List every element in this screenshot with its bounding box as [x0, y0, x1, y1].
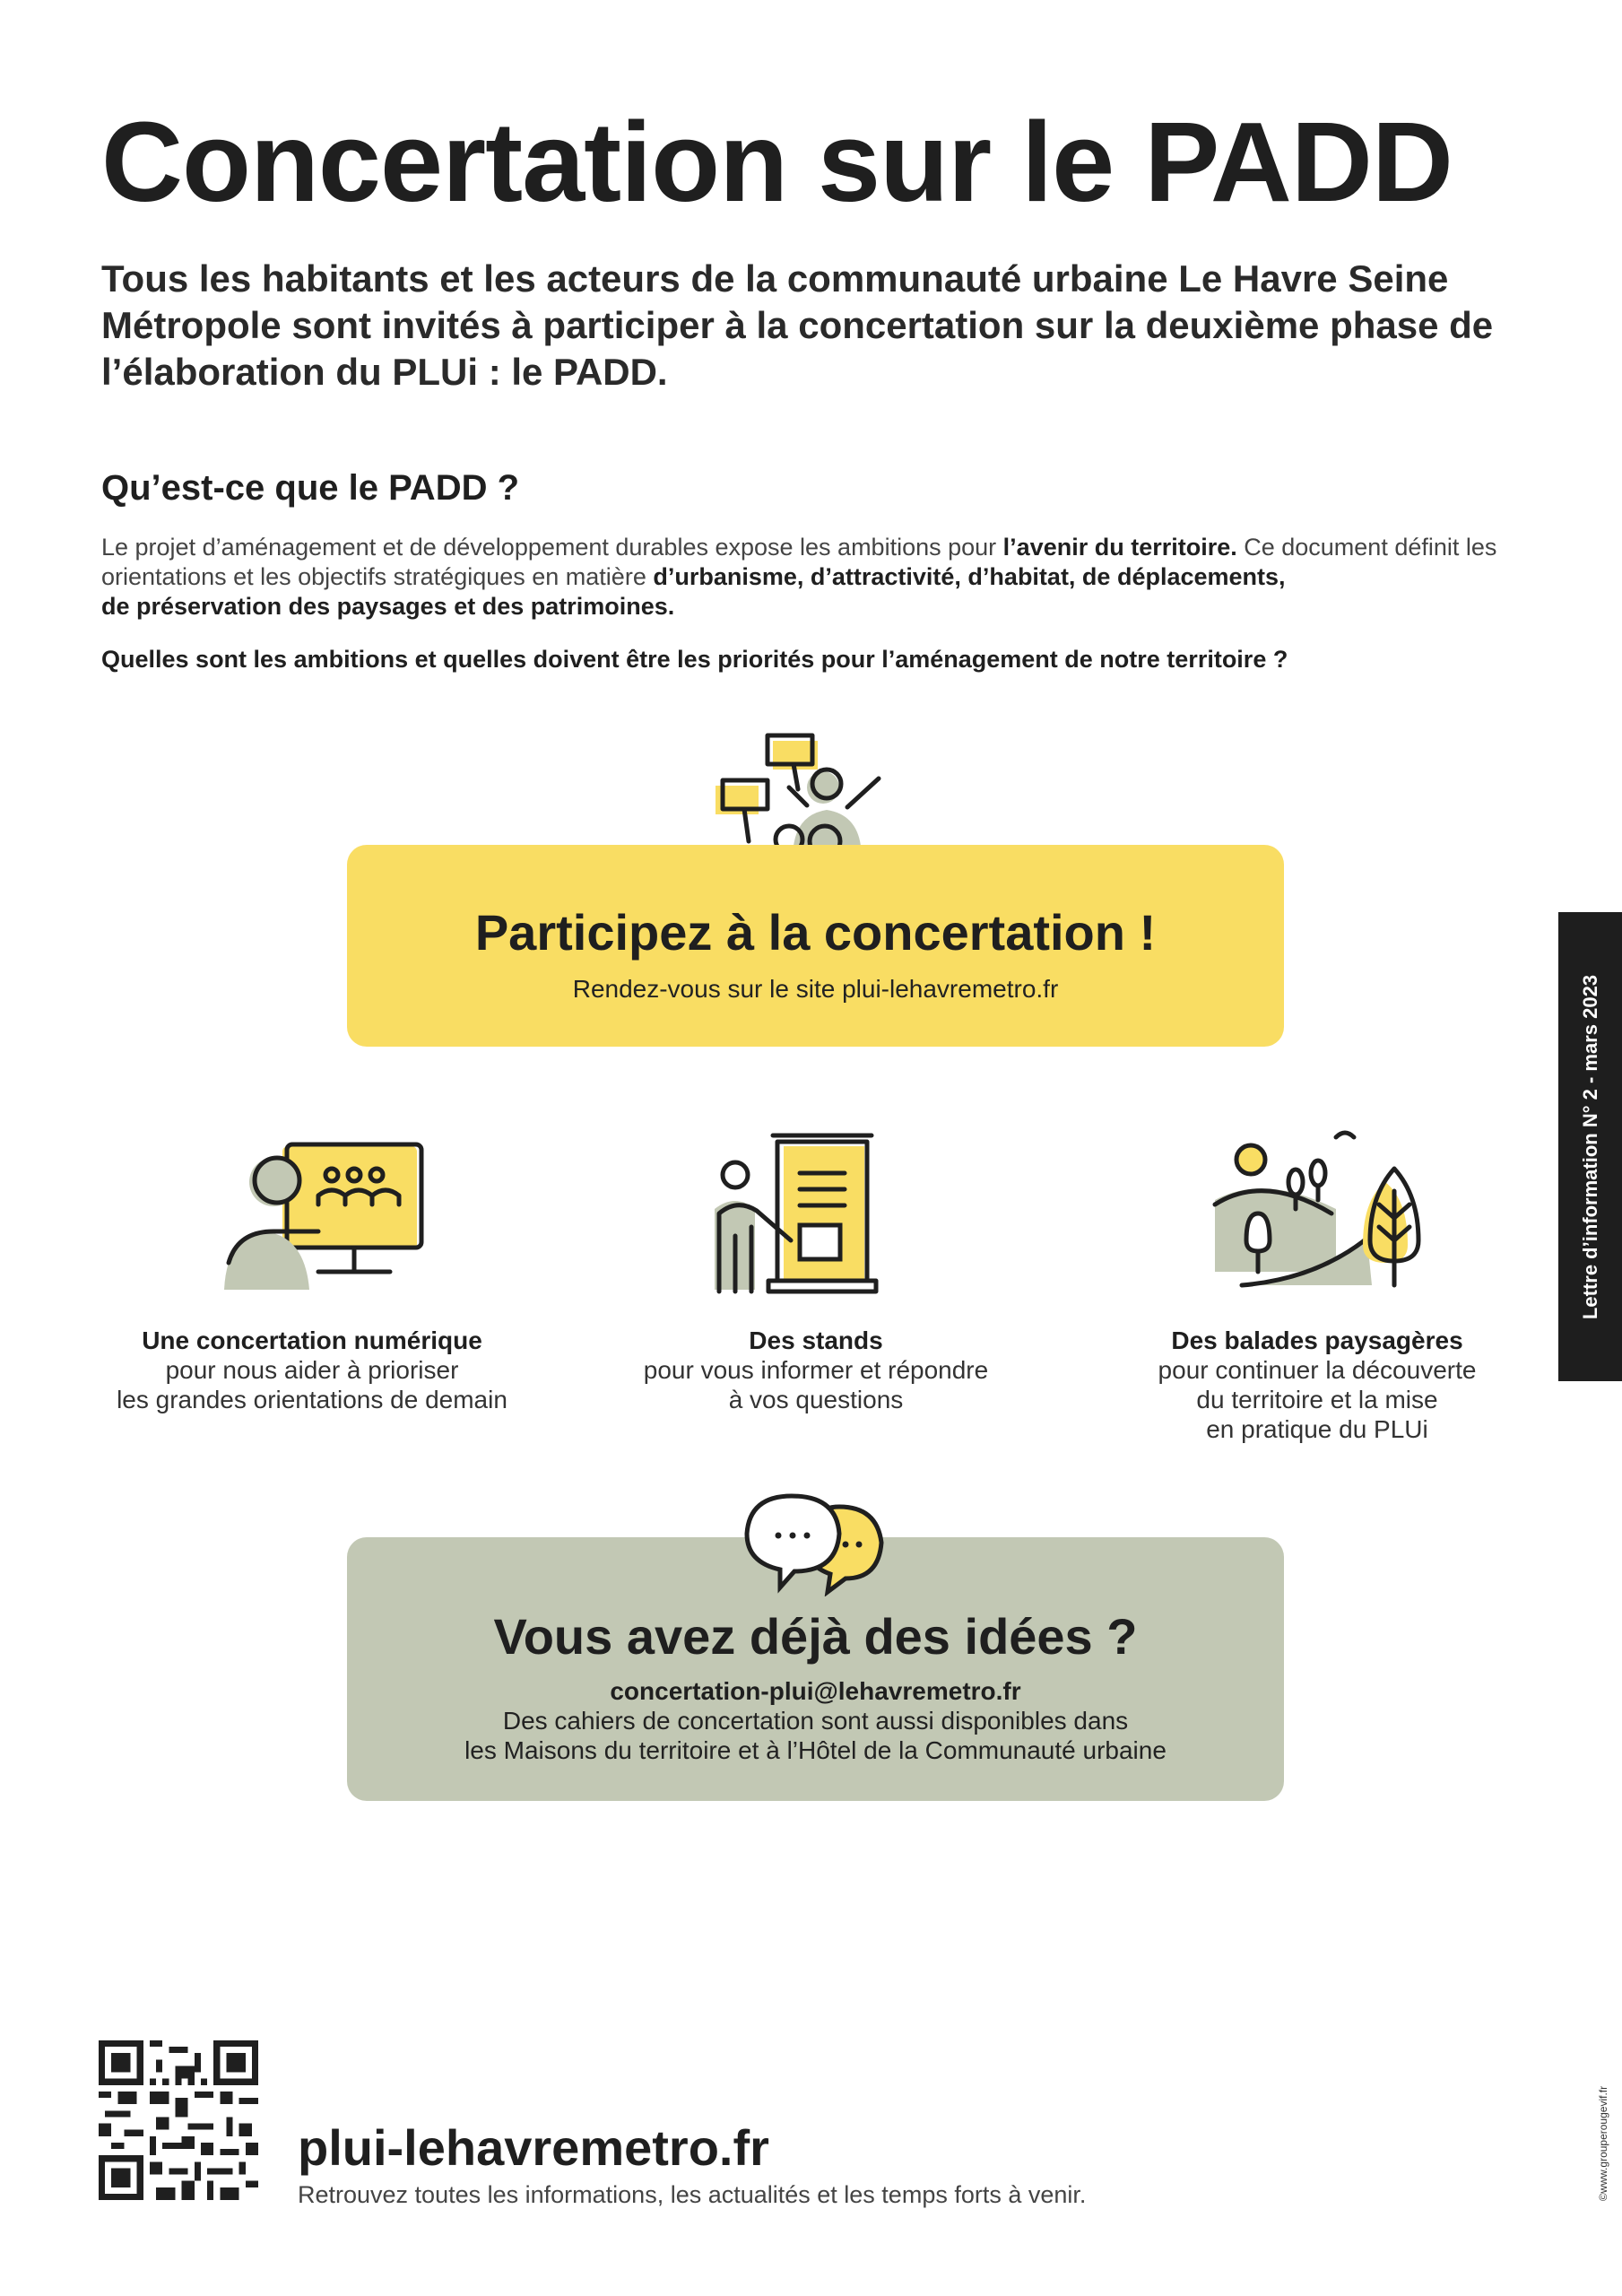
padd-description: Le projet d’aménagement et de développement durables expose les ambitions pour l’avenir du territoire. Ce document définit les orientations et les objectifs stratégiques en matière d’urbanisme, d’attractivité, d’habitat, de déplacements, de préservation des paysages et des patrimoines. [101, 534, 1497, 620]
ideas-line-1: Des cahiers de concertation sont aussi disponibles dans [502, 1707, 1129, 1735]
participate-subtitle[interactable]: Rendez-vous sur le site plui-lehavremetro.fr [572, 975, 1059, 1003]
newsletter-label: Lettre d’information N° 2 - mars 2023 [1578, 974, 1601, 1319]
landscape-icon [1210, 1128, 1426, 1299]
feature-digital: Une concertation numérique pour nous aider à prioriser les grandes orientations de demain [61, 1326, 563, 1414]
padd-heading: Qu’est-ce que le PADD ? [101, 468, 520, 508]
digital-meeting-icon [220, 1137, 426, 1299]
footer-url[interactable]: plui-lehavremetro.fr [298, 2119, 769, 2176]
qr-code-icon[interactable] [99, 2040, 258, 2200]
feature-stands: Des stands pour vous informer et répondre à vos questions [565, 1326, 1067, 1414]
participate-title: Participez à la concertation ! [474, 904, 1157, 961]
feature-title: Une concertation numérique [142, 1326, 482, 1354]
credit-text: ©www.grouperougevif.fr [1597, 2085, 1609, 2202]
participate-card [347, 845, 1284, 1047]
page-title: Concertation sur le PADD [101, 99, 1453, 225]
intro-text: Tous les habitants et les acteurs de la communauté urbaine Le Havre Seine Métropole sont invités à participer à la concertation sur la deuxième phase de l’élaboration du PLUi : le PADD. [101, 257, 1494, 393]
speech-bubbles-icon [742, 1489, 895, 1596]
ideas-line-2: les Maisons du territoire et à l’Hôtel de la Communauté urbaine [464, 1736, 1167, 1764]
feature-walks: Des balades paysagères pour continuer la découverte du territoire et la mise en pratique du PLUi [1066, 1326, 1568, 1444]
info-stand-icon [701, 1128, 880, 1299]
newsletter-tab [1558, 912, 1622, 1381]
feature-title: Des balades paysagères [1171, 1326, 1463, 1354]
ideas-title: Vous avez déjà des idées ? [493, 1608, 1138, 1665]
footer-tagline: Retrouvez toutes les informations, les actualités et les temps forts à venir. [298, 2181, 1087, 2208]
ideas-email[interactable]: concertation-plui@lehavremetro.fr [610, 1677, 1021, 1705]
padd-question: Quelles sont les ambitions et quelles doivent être les priorités pour l’aménagement de notre territoire ? [101, 646, 1288, 673]
feature-title: Des stands [749, 1326, 883, 1354]
